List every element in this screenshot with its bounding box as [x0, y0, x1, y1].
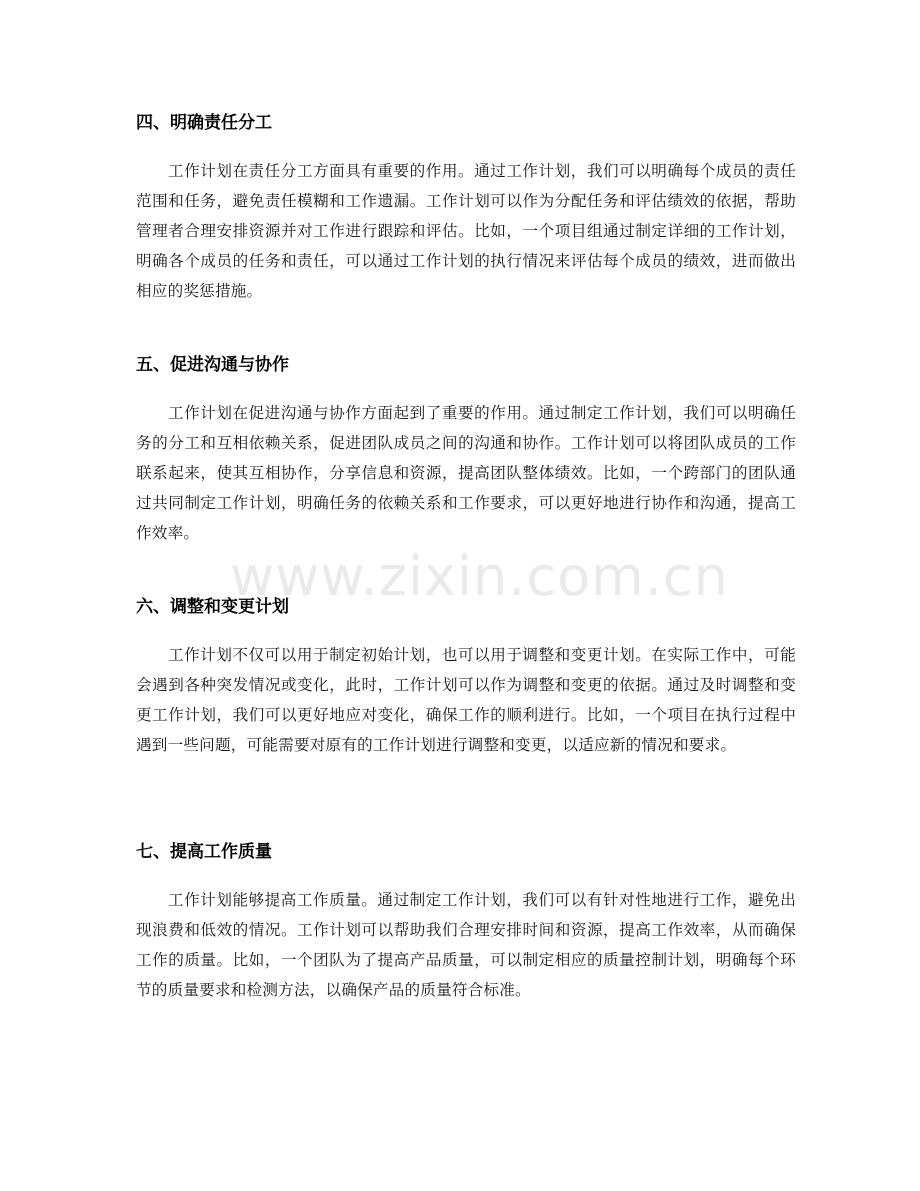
section-adjustment — [136, 594, 796, 760]
section-title: 七、提高工作质量 — [136, 842, 272, 862]
section-title: 六、调整和变更计划 — [136, 597, 289, 617]
watermark: www.zixin.com.cn — [230, 545, 729, 608]
section-communication — [136, 352, 796, 548]
section-title: 四、明确责任分工 — [136, 113, 272, 133]
section-paragraph: 工作计划不仅可以用于制定初始计划，也可以用于调整和变更计划。在实际工作中，可能会遇到各种突发情况或变化，此时，工作计划可以作为调整和变更的依据。通过及时调整和变更工作计划，我们可以更好地应对变化，确保工作的顺利进行。比如，一个项目在执行过程中遇到一些问题，可能需要对原有的工作计划进行调整和变更，以适应新的情况和要求。 — [136, 646, 796, 754]
section-paragraph: 工作计划在促进沟通与协作方面起到了重要的作用。通过制定工作计划，我们可以明确任务的分工和互相依赖关系，促进团队成员之间的沟通和协作。工作计划可以将团队成员的工作联系起来，使其互相协作，分享信息和资源，提高团队整体绩效。比如，一个跨部门的团队通过共同制定工作计划，明确任务的依赖关系和工作要求，可以更好地进行协作和沟通，提高工作效率。 — [136, 404, 796, 542]
section-title: 五、促进沟通与协作 — [136, 355, 289, 375]
section-responsibility — [136, 110, 796, 306]
section-paragraph: 工作计划能够提高工作质量。通过制定工作计划，我们可以有针对性地进行工作，避免出现浪费和低效的情况。工作计划可以帮助我们合理安排时间和资源，提高工作效率，从而确保工作的质量。比如，一个团队为了提高产品质量，可以制定相应的质量控制计划，明确每个环节的质量要求和检测方法，以确保产品的质量符合标准。 — [136, 891, 796, 999]
section-paragraph: 工作计划在责任分工方面具有重要的作用。通过工作计划，我们可以明确每个成员的责任范围和任务，避免责任模糊和工作遗漏。工作计划可以作为分配任务和评估绩效的依据，帮助管理者合理安排资源并对工作进行跟踪和评估。比如，一个项目组通过制定详细的工作计划，明确各个成员的任务和责任，可以通过工作计划的执行情况来评估每个成员的绩效，进而做出相应的奖惩措施。 — [136, 162, 796, 300]
section-quality — [136, 839, 796, 1005]
